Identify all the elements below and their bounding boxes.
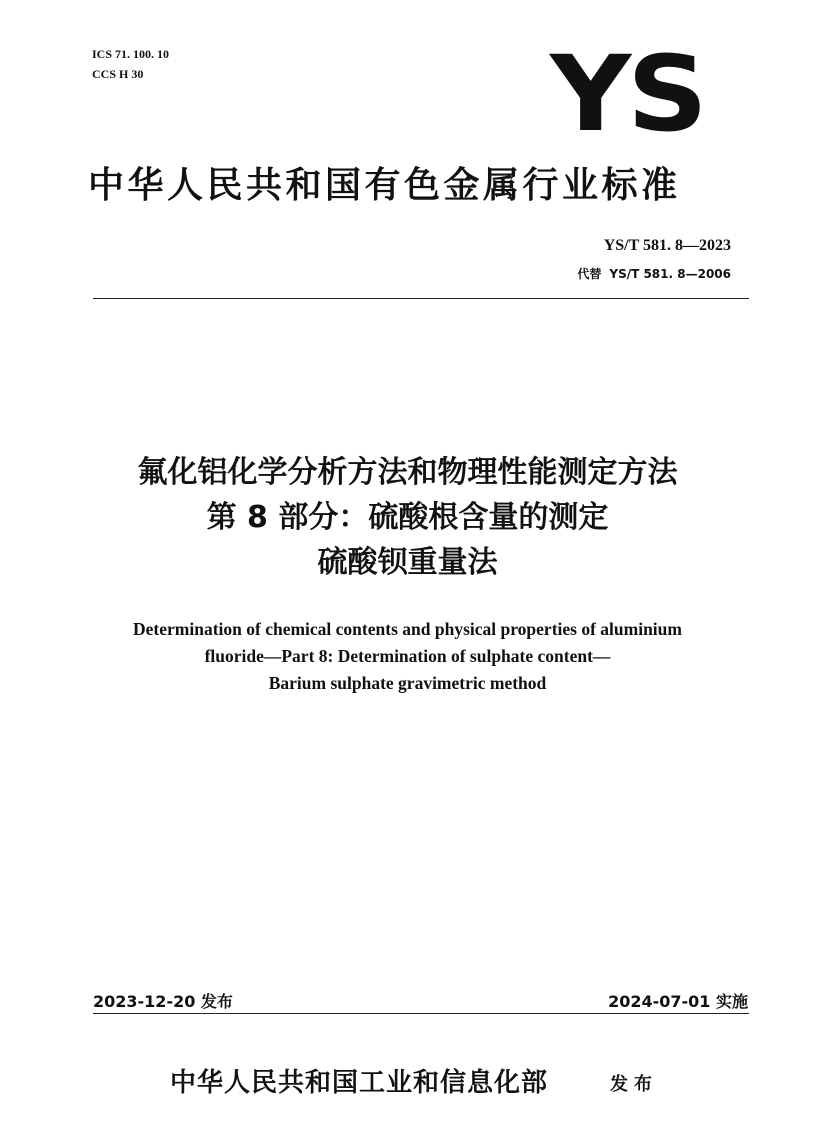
replaces-number: YS/T 581. 8—2006	[609, 267, 731, 281]
english-title-line-1: Determination of chemical contents and physical properties of aluminium	[133, 619, 682, 639]
ccs-code: CCS H 30	[92, 67, 144, 81]
industry-standard-title: 中华人民共和国有色金属行业标准	[88, 165, 681, 206]
replaces-label: 代替	[577, 267, 602, 281]
publisher-suffix: 发布	[610, 1074, 658, 1094]
english-title-line-3: Barium sulphate gravimetric method	[268, 673, 547, 693]
ys-logo: YS	[550, 33, 704, 155]
ics-code: ICS 71. 100. 10	[92, 47, 170, 61]
issue-date: 2023-12-20 发布	[93, 992, 233, 1011]
chinese-title-line-3: 硫酸钡重量法	[317, 545, 498, 580]
standard-number: YS/T 581. 8—2023	[603, 237, 731, 254]
chinese-title	[0, 450, 815, 585]
chinese-title-line-2: 第 8 部分：硫酸根含量的测定	[206, 500, 609, 535]
english-title-line-2: fluoride—Part 8: Determination of sulphate content—	[204, 646, 611, 666]
publisher-name: 中华人民共和国工业和信息化部	[170, 1068, 549, 1097]
footer-divider	[93, 1013, 749, 1014]
english-title	[0, 616, 815, 697]
replaces-standard	[577, 265, 731, 282]
classification-codes	[92, 44, 169, 84]
implementation-date: 2024-07-01 实施	[608, 992, 748, 1011]
chinese-title-line-1: 氟化铝化学分析方法和物理性能测定方法	[137, 455, 678, 490]
header-divider	[93, 298, 749, 299]
